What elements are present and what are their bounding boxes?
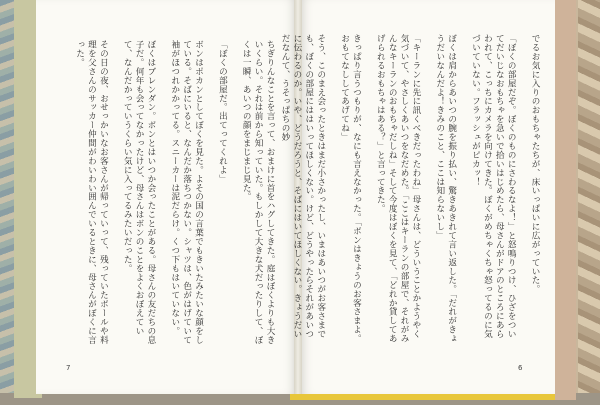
- page-number-left: 7: [66, 364, 71, 372]
- page-number-right: 6: [518, 364, 523, 372]
- background-cloth-right: [578, 0, 600, 405]
- right-page-text: [280, 34, 540, 344]
- left-paragraph: 「ぼくの部屋だ。出てってくれよ」: [217, 40, 228, 184]
- book-cover-edge-right: [552, 0, 576, 400]
- right-paragraph: でるお気に入りのおもちゃたちが、床いっぱいに広がっていた。: [530, 34, 540, 294]
- left-page-text: [63, 40, 275, 345]
- left-paragraph: ボンはポカンとしてぼくを見た。よその国の言葉でもきいたみたいな顔をしている。そばにいると、なんだか落ちつかない。シャツは、色がはげていて袖がほつれかかってる。スニーカーは泥だらけ。くつ下もはいていない。: [169, 40, 204, 345]
- right-paragraph: そう、このまえ会ったときはまだ小さかったし、いまはあいつがお客さまでも、ぼくの部屋にははいってほしくない。けど、どうやったらそれがあいつに伝わるのか。いや、どうだろうと、そばにはいてほしくない。きょうだいだなんて、うそっぱちの妙: [280, 34, 326, 339]
- left-paragraph: その日の夜、おせっかいなお客さんが帰っていって、残っていたボールや料理を父さんのサッカー仲間がわいわい囲んでいるときに、母さんがぼくに言った。: [74, 40, 109, 345]
- right-paragraph: 「キーランに先に訊くべきだったわね」母さんは、どういうことかようやく気づいて、やさしくあいつをなだめた。「ここはキーランの部屋で、それがみんなキーランのおもちゃだしね」そして今度はぼくを見て、「どれか貸してあげられるおもちゃはある？」と言ってきた。: [375, 34, 421, 343]
- left-paragraph: ちぎりんなことを言って、おまけに首をハグしてきた。庭はぼくよりも大きいくらい。それは前から知っていた。もしかして大きな犬だったりして、ぼくは一瞬、あいつの顔をまじまじ見た。: [241, 40, 275, 345]
- right-paragraph: 「ぼくの部屋だぞ。ぼくのものにさわるなよ！」と怒鳴りつけ、ひざをついてだいじなおもちゃを急いで拾いはじめたら、母さんがドアのところにあらわれて、こっちにカメラを向けてきた。ぼくがめちゃくちゃ怒ってるのに気づいていない。フラッシュがピカッ！: [470, 34, 517, 339]
- right-paragraph: ぼくは肩からあいつの腕を振り払い、驚きあきれて言い返した。「だれがきょうだいなんだよ！きみのこと、ここは知らないし」: [434, 34, 457, 343]
- right-paragraph: きっぱり言うつもりが、なにも言えなかった。「ボンはきょうのお客さまよ。おもてなししてあげてね」: [339, 34, 362, 343]
- left-paragraph: ぼくはブレンダン。ボンとはいつか会ったことがある。母さんの友だちの息子だ。何年も会ってなかったけど、母さんはボンのことをよくおぼえていて、なんだかっていうくらい気に入ってるみたいだった。: [122, 40, 156, 345]
